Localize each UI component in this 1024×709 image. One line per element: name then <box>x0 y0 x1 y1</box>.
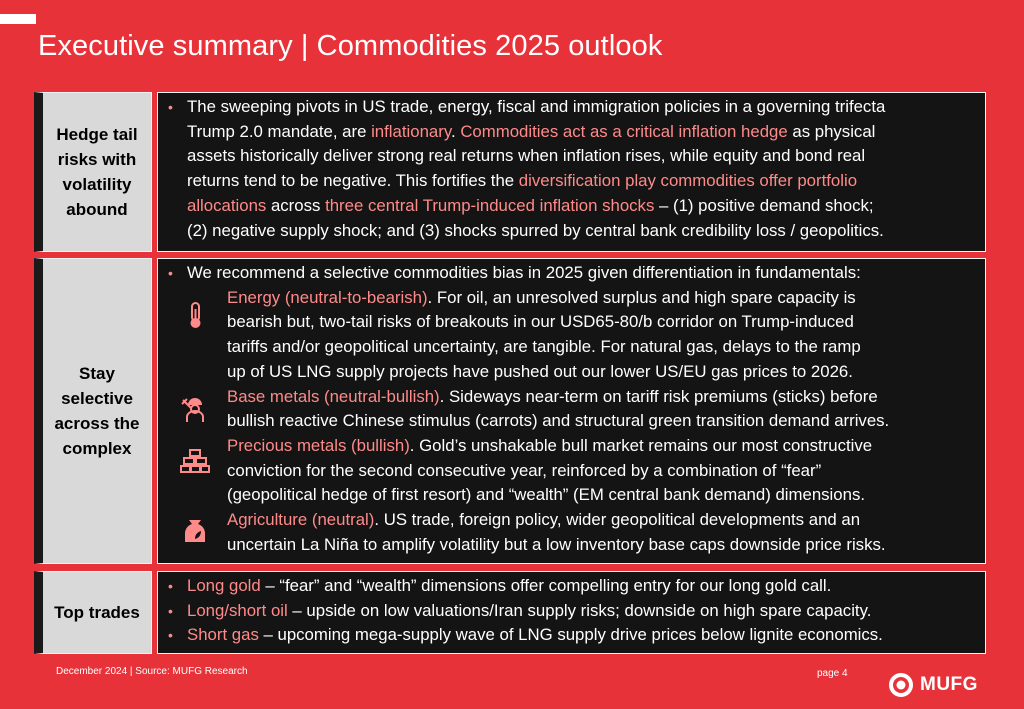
highlight-diversification: diversification play commodities offer portfolio allocations <box>187 171 858 215</box>
bullet-paragraph <box>168 95 979 243</box>
section-content <box>157 258 986 564</box>
section-hedge-tail-risks <box>34 92 986 252</box>
trade-item <box>168 574 979 599</box>
mufg-logo-text: MUFG <box>920 674 978 695</box>
bullet-icon: • <box>168 99 173 115</box>
mining-worker-icon <box>180 395 210 425</box>
text-run: as physical assets historically deliver strong real returns when inflation rises, while equity and bond real returns tend to be negative. This fortifies the <box>187 121 876 191</box>
text-run: Trump 2.0 mandate, are <box>187 121 372 141</box>
section-content <box>157 571 986 654</box>
trade-heading: Long gold <box>187 576 261 595</box>
text-run: . <box>450 121 461 141</box>
bullet-icon: • <box>168 602 173 619</box>
trade-text: – “fear” and “wealth” dimensions offer compelling entry for our long gold call. <box>260 576 832 595</box>
gold-bars-icon <box>180 446 210 476</box>
mufg-logo <box>888 672 978 698</box>
trade-text: – upside on low valuations/Iran supply risks; downside on high spare capacity. <box>287 600 872 620</box>
highlight-inflation-shocks: three central Trump-induced inflation shocks <box>325 195 655 215</box>
sector-text: . Gold’s unshakable bull market remains our most constructive conviction for the second consecutive year, reinforced by a combination of “fear” (geopolitical hedge of first resort) and “wealth” (EM central bank demand) dimensions. <box>227 435 873 505</box>
sector-heading: Base metals (neutral-bullish) <box>227 386 440 406</box>
sector-heading: Precious metals (bullish) <box>227 435 410 455</box>
text-run: – (1) positive demand shock; (2) negative supply shock; and (3) shocks spurred by central bank credibility loss / geopolitics. <box>187 195 884 240</box>
thermometer-icon <box>180 300 210 330</box>
page-number: page 4 <box>817 668 848 679</box>
sector-text: . For oil, an unresolved surplus and high spare capacity is bearish but, two-tail risks of breakouts in our USD65-80/b corridor on Trump-induced tariffs and/or geopolitical uncertainty, are tangible. For natural gas, delays to the ramp up of US LNG supply projects have pushed out our lower US/EU gas prices to 2026. <box>227 287 861 381</box>
sector-text: . Sideways near-term on tariff risk premiums (sticks) before bullish reactive Chinese stimulus (carrots) and structural green transition demand arrives. <box>227 386 890 431</box>
trade-heading: Short gas <box>187 625 259 645</box>
section-label: Top trades <box>34 571 152 654</box>
sector-heading: Agriculture (neutral) <box>227 510 375 530</box>
bullet-icon: • <box>168 578 173 594</box>
trade-item <box>168 623 979 648</box>
text-run: The sweeping pivots in US trade, energy, fiscal and immigration policies in a governing trifecta <box>187 97 886 116</box>
trade-item <box>168 599 979 624</box>
sector-base-metals <box>168 385 979 434</box>
section-label: Stay selective across the complex <box>34 258 152 564</box>
sector-precious-metals <box>168 434 979 508</box>
sector-text: . US trade, foreign policy, wider geopolitical developments and an uncertain La Niña to amplify volatility but a low inventory base caps downside price risks. <box>227 510 886 554</box>
highlight-inflation-hedge: Commodities act as a critical inflation hedge <box>460 121 788 141</box>
section-label: Hedge tail risks with volatility abound <box>34 92 152 252</box>
highlight-inflationary: inflationary <box>371 121 451 141</box>
section-stay-selective <box>34 258 986 564</box>
sector-agriculture <box>168 508 979 557</box>
bullet-icon: • <box>168 265 173 281</box>
corner-accent-bar <box>0 14 36 24</box>
bullet-intro: • We recommend a selective commodities bias in 2025 given differentiation in fundamentals: <box>168 261 979 286</box>
footer-source: December 2024 | Source: MUFG Research <box>56 666 248 677</box>
section-top-trades <box>34 571 986 654</box>
page-title: Executive summary | Commodities 2025 outlook <box>38 30 663 62</box>
trade-heading: Long/short oil <box>187 600 288 620</box>
bullet-icon: • <box>168 627 173 644</box>
sector-heading: Energy (neutral-to-bearish) <box>227 287 428 307</box>
text-run: across <box>266 195 326 215</box>
mufg-logo-icon <box>888 672 914 698</box>
grain-sack-icon <box>180 516 210 546</box>
section-content <box>157 92 986 252</box>
sector-energy <box>168 286 979 385</box>
trade-text: – upcoming mega-supply wave of LNG supply drive prices below lignite economics. <box>258 625 883 645</box>
